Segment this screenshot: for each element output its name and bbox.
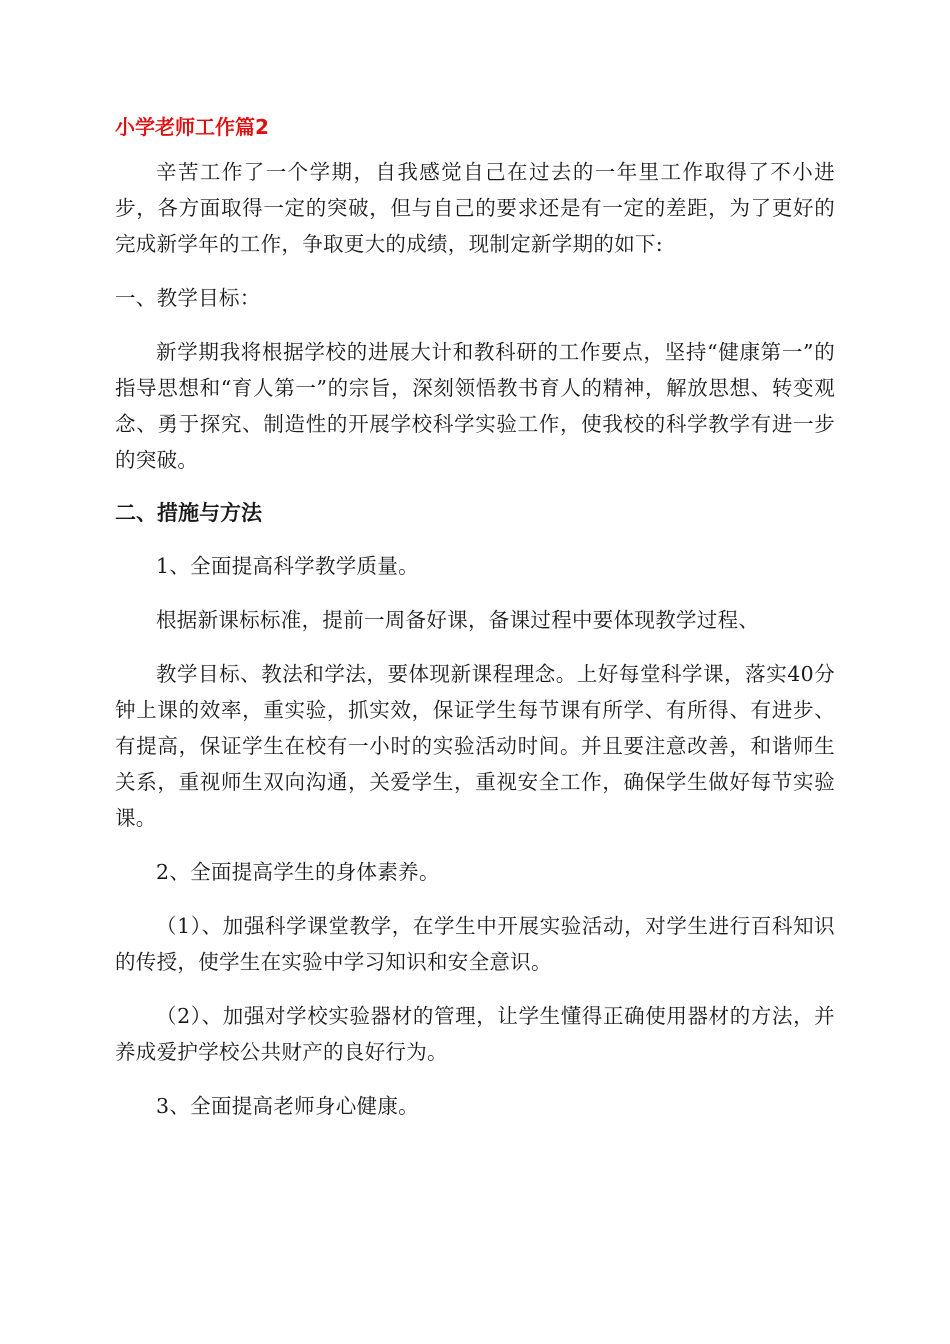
item1-body: 教学目标、教法和学法，要体现新课程理念。上好每堂科学课，落实40分钟上课的效率，重实验，抓实效，保证学生每节课有所学、有所得、有进步、有提高，保证学生在校有一小时的实验活动时间。并且要注意改善，和谐师生关系，重视师生双向沟通，关爱学生，重视安全工作，确保学生做好每节实验课。 — [115, 662, 835, 830]
intro-paragraph: 辛苦工作了一个学期，自我感觉自己在过去的一年里工作取得了不小进步，各方面取得一定的突破，但与自己的要求还是有一定的差距，为了更好的完成新学年的工作，争取更大的成绩，现制定新学期的如下: — [115, 160, 835, 256]
section1-body: 新学期我将根据学校的进展大计和教科研的工作要点，坚持“健康第一”的指导思想和“育人第一”的宗旨，深刻领悟教书育人的精神，解放思想、转变观念、勇于探究、制造性的开展学校科学实验工作，使我校的科学教学有进一步的突破。 — [115, 340, 835, 472]
item1-line1: 根据新课标标准，提前一周备好课，备课过程中要体现教学过程、 — [156, 608, 760, 632]
item2-sub1: （1）、加强科学课堂教学，在学生中开展实验活动，对学生进行百科知识的传授，使学生在实验中学习知识和安全意识。 — [115, 914, 835, 974]
item2-sub2: （2）、加强对学校实验器材的管理，让学生懂得正确使用器材的方法，并养成爱护学校公共财产的良好行为。 — [115, 1004, 835, 1064]
item2-title: 2、全面提高学生的身体素养。 — [156, 860, 440, 884]
document-page — [115, 112, 835, 1142]
section1-heading: 一、教学目标： — [115, 286, 261, 310]
item3-title: 3、全面提高老师身心健康。 — [156, 1094, 419, 1118]
document-title: 小学老师工作篇2 — [115, 115, 269, 139]
item1-title: 1、全面提高科学教学质量。 — [156, 554, 419, 578]
section2-heading: 二、措施与方法 — [115, 501, 262, 525]
